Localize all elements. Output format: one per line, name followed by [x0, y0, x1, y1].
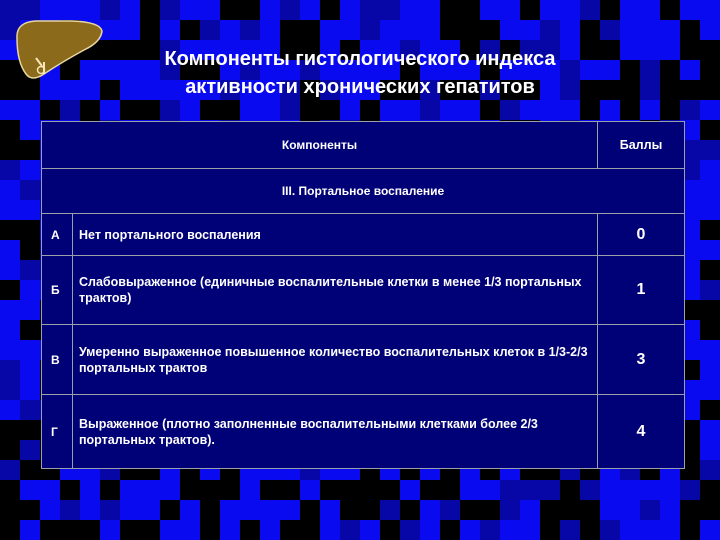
- background-tile: [240, 500, 260, 520]
- background-tile: [320, 20, 340, 40]
- background-tile: [700, 440, 720, 460]
- background-tile: [400, 0, 420, 20]
- background-tile: [380, 500, 400, 520]
- row-letter: Г: [42, 395, 73, 469]
- background-tile: [700, 140, 720, 160]
- background-tile: [180, 500, 200, 520]
- background-tile: [580, 0, 600, 20]
- row-letter: В: [42, 325, 73, 395]
- background-tile: [700, 380, 720, 400]
- background-tile: [0, 340, 20, 360]
- background-tile: [640, 520, 660, 540]
- background-tile: [360, 520, 380, 540]
- background-tile: [40, 500, 60, 520]
- background-tile: [300, 480, 320, 500]
- background-tile: [600, 20, 620, 40]
- histology-score-table: [41, 121, 685, 469]
- background-tile: [280, 0, 300, 20]
- background-tile: [520, 480, 540, 500]
- header-points: Баллы: [598, 122, 685, 169]
- background-tile: [280, 100, 300, 120]
- background-tile: [260, 520, 280, 540]
- background-tile: [560, 20, 580, 40]
- slide-title-line2: активности хронических гепатитов: [185, 76, 535, 98]
- background-tile: [20, 480, 40, 500]
- background-tile: [340, 20, 360, 40]
- background-tile: [380, 20, 400, 40]
- table-row: [42, 325, 685, 395]
- background-tile: [700, 160, 720, 180]
- background-tile: [0, 320, 20, 340]
- background-tile: [440, 500, 460, 520]
- background-tile: [640, 500, 660, 520]
- background-tile: [420, 520, 440, 540]
- background-tile: [600, 60, 620, 80]
- row-description: Слабовыраженное (единичные воспалительные клетки в менее 1/3 портальных трактов): [73, 256, 598, 325]
- background-tile: [560, 520, 580, 540]
- background-tile: [180, 520, 200, 540]
- background-tile: [500, 500, 520, 520]
- background-tile: [640, 20, 660, 40]
- background-tile: [620, 20, 640, 40]
- background-tile: [680, 480, 700, 500]
- background-tile: [300, 0, 320, 20]
- table-row: [42, 395, 685, 469]
- background-tile: [180, 100, 200, 120]
- table-header-row: [42, 122, 685, 169]
- background-tile: [700, 340, 720, 360]
- background-tile: [20, 400, 40, 420]
- slide-title-line1: Компоненты гистологического индекса: [164, 48, 556, 70]
- background-tile: [320, 520, 340, 540]
- background-tile: [520, 500, 540, 520]
- background-tile: [680, 100, 700, 120]
- background-tile: [620, 500, 640, 520]
- background-tile: [660, 480, 680, 500]
- background-tile: [700, 280, 720, 300]
- background-tile: [20, 280, 40, 300]
- background-tile: [460, 480, 480, 500]
- background-tile: [400, 100, 420, 120]
- background-tile: [20, 520, 40, 540]
- background-tile: [260, 0, 280, 20]
- background-tile: [340, 0, 360, 20]
- table-section-row: [42, 169, 685, 214]
- table-row: [42, 256, 685, 325]
- background-tile: [160, 0, 180, 20]
- background-tile: [160, 100, 180, 120]
- background-tile: [660, 520, 680, 540]
- background-tile: [600, 480, 620, 500]
- background-tile: [280, 500, 300, 520]
- liver-icon: [14, 16, 106, 82]
- background-tile: [180, 0, 200, 20]
- background-tile: [700, 520, 720, 540]
- background-tile: [40, 480, 60, 500]
- background-tile: [20, 380, 40, 400]
- background-tile: [80, 500, 100, 520]
- slide-title: [120, 45, 600, 101]
- background-tile: [0, 380, 20, 400]
- background-tile: [0, 200, 20, 220]
- background-tile: [100, 500, 120, 520]
- background-tile: [360, 20, 380, 40]
- background-tile: [220, 500, 240, 520]
- background-tile: [600, 500, 620, 520]
- background-tile: [700, 240, 720, 260]
- background-tile: [560, 0, 580, 20]
- background-tile: [120, 0, 140, 20]
- row-description: Выраженное (плотно заполненные воспалительными клетками более 2/3 портальных трактов).: [73, 395, 598, 469]
- background-tile: [680, 60, 700, 80]
- background-tile: [500, 520, 520, 540]
- background-tile: [700, 0, 720, 20]
- background-tile: [360, 0, 380, 20]
- background-tile: [700, 180, 720, 200]
- background-tile: [440, 100, 460, 120]
- background-tile: [540, 100, 560, 120]
- background-tile: [80, 80, 100, 100]
- background-tile: [20, 120, 40, 140]
- background-tile: [0, 460, 20, 480]
- background-tile: [20, 200, 40, 220]
- background-tile: [400, 520, 420, 540]
- background-tile: [220, 520, 240, 540]
- background-tile: [0, 240, 20, 260]
- background-tile: [0, 100, 20, 120]
- background-tile: [620, 520, 640, 540]
- background-tile: [640, 80, 660, 100]
- table-row: [42, 214, 685, 256]
- background-tile: [20, 340, 40, 360]
- background-tile: [260, 500, 280, 520]
- background-tile: [500, 100, 520, 120]
- row-description: Умеренно выраженное повышенное количество воспалительных клеток в 1/3-2/3 портальных трактов: [73, 325, 598, 395]
- background-tile: [120, 480, 140, 500]
- background-tile: [640, 40, 660, 60]
- background-tile: [500, 0, 520, 20]
- background-tile: [160, 20, 180, 40]
- background-tile: [400, 480, 420, 500]
- background-tile: [60, 500, 80, 520]
- row-score: 1: [598, 256, 685, 325]
- row-description: Нет портального воспаления: [73, 214, 598, 256]
- background-tile: [320, 500, 340, 520]
- background-tile: [240, 100, 260, 120]
- background-tile: [640, 0, 660, 20]
- background-tile: [80, 480, 100, 500]
- background-tile: [260, 100, 280, 120]
- background-tile: [100, 100, 120, 120]
- background-tile: [620, 480, 640, 500]
- row-score: 0: [598, 214, 685, 256]
- background-tile: [660, 20, 680, 40]
- background-tile: [700, 420, 720, 440]
- background-tile: [700, 200, 720, 220]
- background-tile: [420, 20, 440, 40]
- header-components: Компоненты: [42, 122, 598, 169]
- background-tile: [0, 260, 20, 280]
- background-tile: [520, 520, 540, 540]
- background-tile: [260, 20, 280, 40]
- background-tile: [520, 100, 540, 120]
- background-tile: [420, 500, 440, 520]
- background-tile: [0, 160, 20, 180]
- background-tile: [400, 20, 420, 40]
- background-tile: [580, 480, 600, 500]
- background-tile: [700, 100, 720, 120]
- background-tile: [660, 40, 680, 60]
- row-score: 3: [598, 325, 685, 395]
- background-tile: [700, 20, 720, 40]
- background-tile: [40, 80, 60, 100]
- background-tile: [240, 480, 260, 500]
- background-tile: [160, 480, 180, 500]
- background-tile: [480, 520, 500, 540]
- background-tile: [640, 60, 660, 80]
- background-tile: [540, 0, 560, 20]
- background-tile: [480, 480, 500, 500]
- background-tile: [480, 0, 500, 20]
- background-tile: [640, 480, 660, 500]
- background-tile: [60, 100, 80, 120]
- background-tile: [340, 100, 360, 120]
- background-tile: [560, 100, 580, 120]
- background-tile: [20, 300, 40, 320]
- background-tile: [620, 0, 640, 20]
- background-tile: [380, 0, 400, 20]
- background-tile: [640, 100, 660, 120]
- background-tile: [140, 500, 160, 520]
- background-tile: [200, 20, 220, 40]
- background-tile: [700, 360, 720, 380]
- background-tile: [200, 0, 220, 20]
- background-tile: [520, 20, 540, 40]
- section-title: III. Портальное воспаление: [42, 169, 685, 214]
- background-tile: [220, 20, 240, 40]
- background-tile: [20, 440, 40, 460]
- background-tile: [140, 480, 160, 500]
- background-tile: [20, 180, 40, 200]
- background-tile: [0, 300, 20, 320]
- background-tile: [120, 20, 140, 40]
- background-tile: [420, 0, 440, 20]
- background-tile: [500, 480, 520, 500]
- background-tile: [460, 100, 480, 120]
- background-tile: [680, 0, 700, 20]
- background-tile: [540, 20, 560, 40]
- background-tile: [620, 40, 640, 60]
- row-score: 4: [598, 395, 685, 469]
- background-tile: [100, 520, 120, 540]
- background-tile: [340, 520, 360, 540]
- background-tile: [0, 180, 20, 200]
- background-tile: [240, 20, 260, 40]
- background-tile: [700, 460, 720, 480]
- background-tile: [160, 520, 180, 540]
- background-tile: [120, 500, 140, 520]
- background-tile: [20, 160, 40, 180]
- background-tile: [20, 260, 40, 280]
- background-tile: [540, 480, 560, 500]
- background-tile: [60, 80, 80, 100]
- background-tile: [600, 100, 620, 120]
- background-tile: [0, 360, 20, 380]
- background-tile: [20, 360, 40, 380]
- background-tile: [20, 100, 40, 120]
- background-tile: [500, 20, 520, 40]
- background-tile: [380, 100, 400, 120]
- row-letter: Б: [42, 256, 73, 325]
- background-tile: [460, 520, 480, 540]
- background-tile: [600, 520, 620, 540]
- background-tile: [420, 100, 440, 120]
- row-letter: А: [42, 214, 73, 256]
- background-tile: [660, 500, 680, 520]
- background-tile: [0, 400, 20, 420]
